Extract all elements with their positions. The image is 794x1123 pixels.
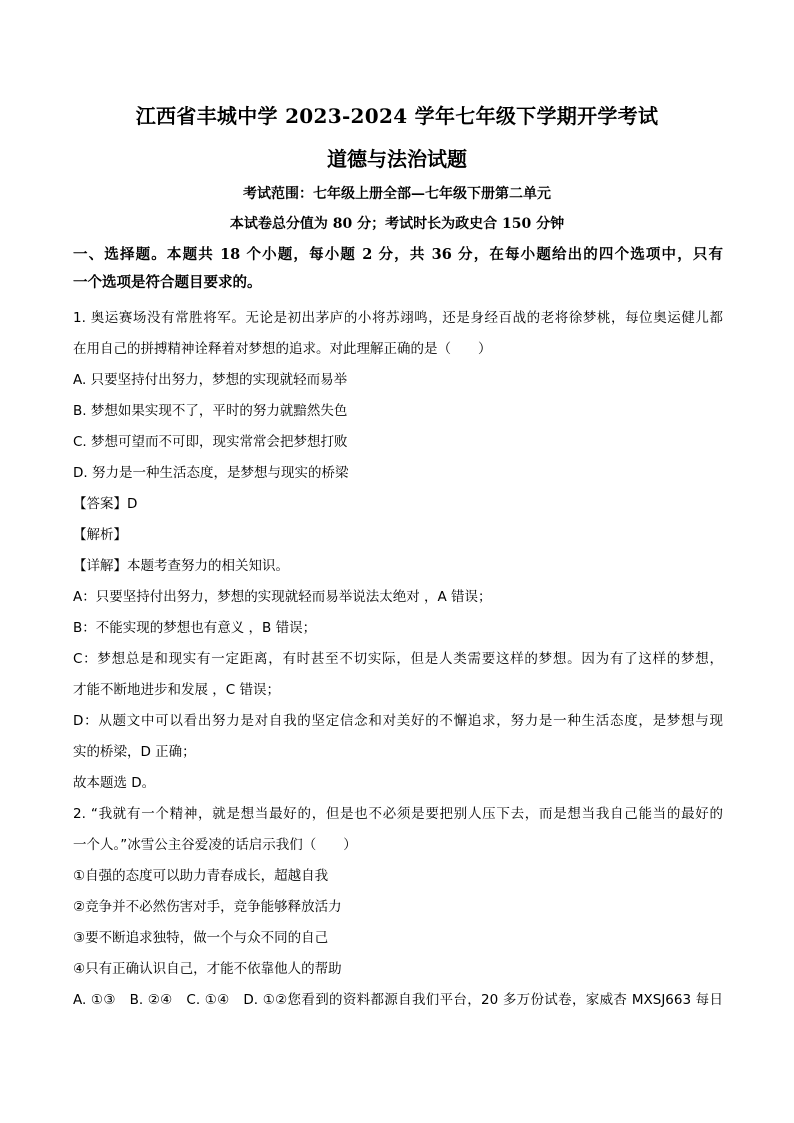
question-1-explain-c-line-1: C：梦想总是和现实有一定距离，有时甚至不切实际，但是人类需要这样的梦想。因为有了这样的梦想， — [73, 651, 723, 667]
question-1-option-a: A. 只要坚持付出努力，梦想的实现就轻而易举 — [73, 372, 348, 388]
question-2-stem-line-1: 2. “我就有一个精神，就是想当最好的，但是也不必须是要把别人压下去，而是想当我自己能当的最好的 — [73, 806, 723, 822]
question-1-option-b: B. 梦想如果实现不了，平时的努力就黯然失色 — [73, 403, 348, 419]
question-1 — [73, 303, 723, 799]
exam-duration: 本试卷总分值为 80 分；考试时长为政史合 150 分钟 — [229, 216, 565, 232]
question-1-explain-d-line-1: D：从题文中可以看出努力是对自我的坚定信念和对美好的不懈追求，努力是一种生活态度，是梦想与现 — [73, 713, 723, 729]
question-2-item-2: ②竞争并不必然伤害对手，竞争能够释放活力 — [73, 899, 342, 915]
question-2-item-4: ④只有正确认识自己，才能不依靠他人的帮助 — [73, 961, 342, 977]
question-2-stem-line-2: 一个人。”冰雪公主谷爱凌的话启示我们（ ） — [73, 837, 357, 853]
question-2-options-line: A. ①③ B. ②④ C. ①④ D. ①②您看到的资料都源自我们平台，20 多万份试卷，家威杏 MXSJ663 每日 — [73, 992, 723, 1008]
section-heading — [73, 241, 723, 297]
exam-subtitle: 道德与法治试题 — [327, 147, 467, 171]
question-2-item-3: ③要不断追求独特，做一个与众不同的自己 — [73, 930, 329, 946]
section-heading-line-2: 一个选项是符合题目要求的。 — [73, 274, 262, 291]
question-1-explain-a: A：只要坚持付出努力，梦想的实现就轻而易举说法太绝对 ，A 错误； — [73, 589, 492, 605]
exam-scope: 考试范围：七年级上册全部—七年级下册第二单元 — [243, 186, 551, 202]
question-1-explain-d-line-2: 实的桥梁，D 正确； — [73, 744, 196, 760]
question-1-option-c: C. 梦想可望而不可即，现实常常会把梦想打败 — [73, 434, 348, 450]
question-1-option-d: D. 努力是一种生活态度，是梦想与现实的桥梁 — [73, 465, 349, 481]
question-1-explain-c-line-2: 才能不断地进步和发展 ，C 错误； — [73, 682, 281, 698]
question-2 — [73, 799, 723, 1016]
question-1-stem-line-1: 1. 奥运赛场没有常胜将军。无论是初出茅庐的小将苏翊鸣，还是身经百战的老将徐梦桃，每位奥运健儿都 — [73, 310, 723, 326]
question-1-stem-line-2: 在用自己的拼搏精神诠释着对梦想的追求。对此理解正确的是（ ） — [73, 341, 492, 357]
question-1-conclusion: 故本题选 D。 — [73, 775, 156, 791]
exam-title: 江西省丰城中学 2023-2024 学年七年级下学期开学考试 — [135, 104, 659, 128]
section-heading-line-1: 一、选择题。本题共 18 个小题，每小题 2 分，共 36 分，在每小题给出的四个选项中，只有 — [73, 246, 723, 263]
question-1-explain-b: B：不能实现的梦想也有意义 ，B 错误； — [73, 620, 317, 636]
question-1-answer: 【答案】D — [73, 496, 138, 512]
exam-content — [73, 241, 723, 1016]
question-2-item-1: ①自强的态度可以助力青春成长，超越自我 — [73, 868, 329, 884]
question-1-detail: 【详解】本题考查努力的相关知识。 — [73, 558, 289, 574]
question-1-analysis-label: 【解析】 — [73, 527, 127, 543]
